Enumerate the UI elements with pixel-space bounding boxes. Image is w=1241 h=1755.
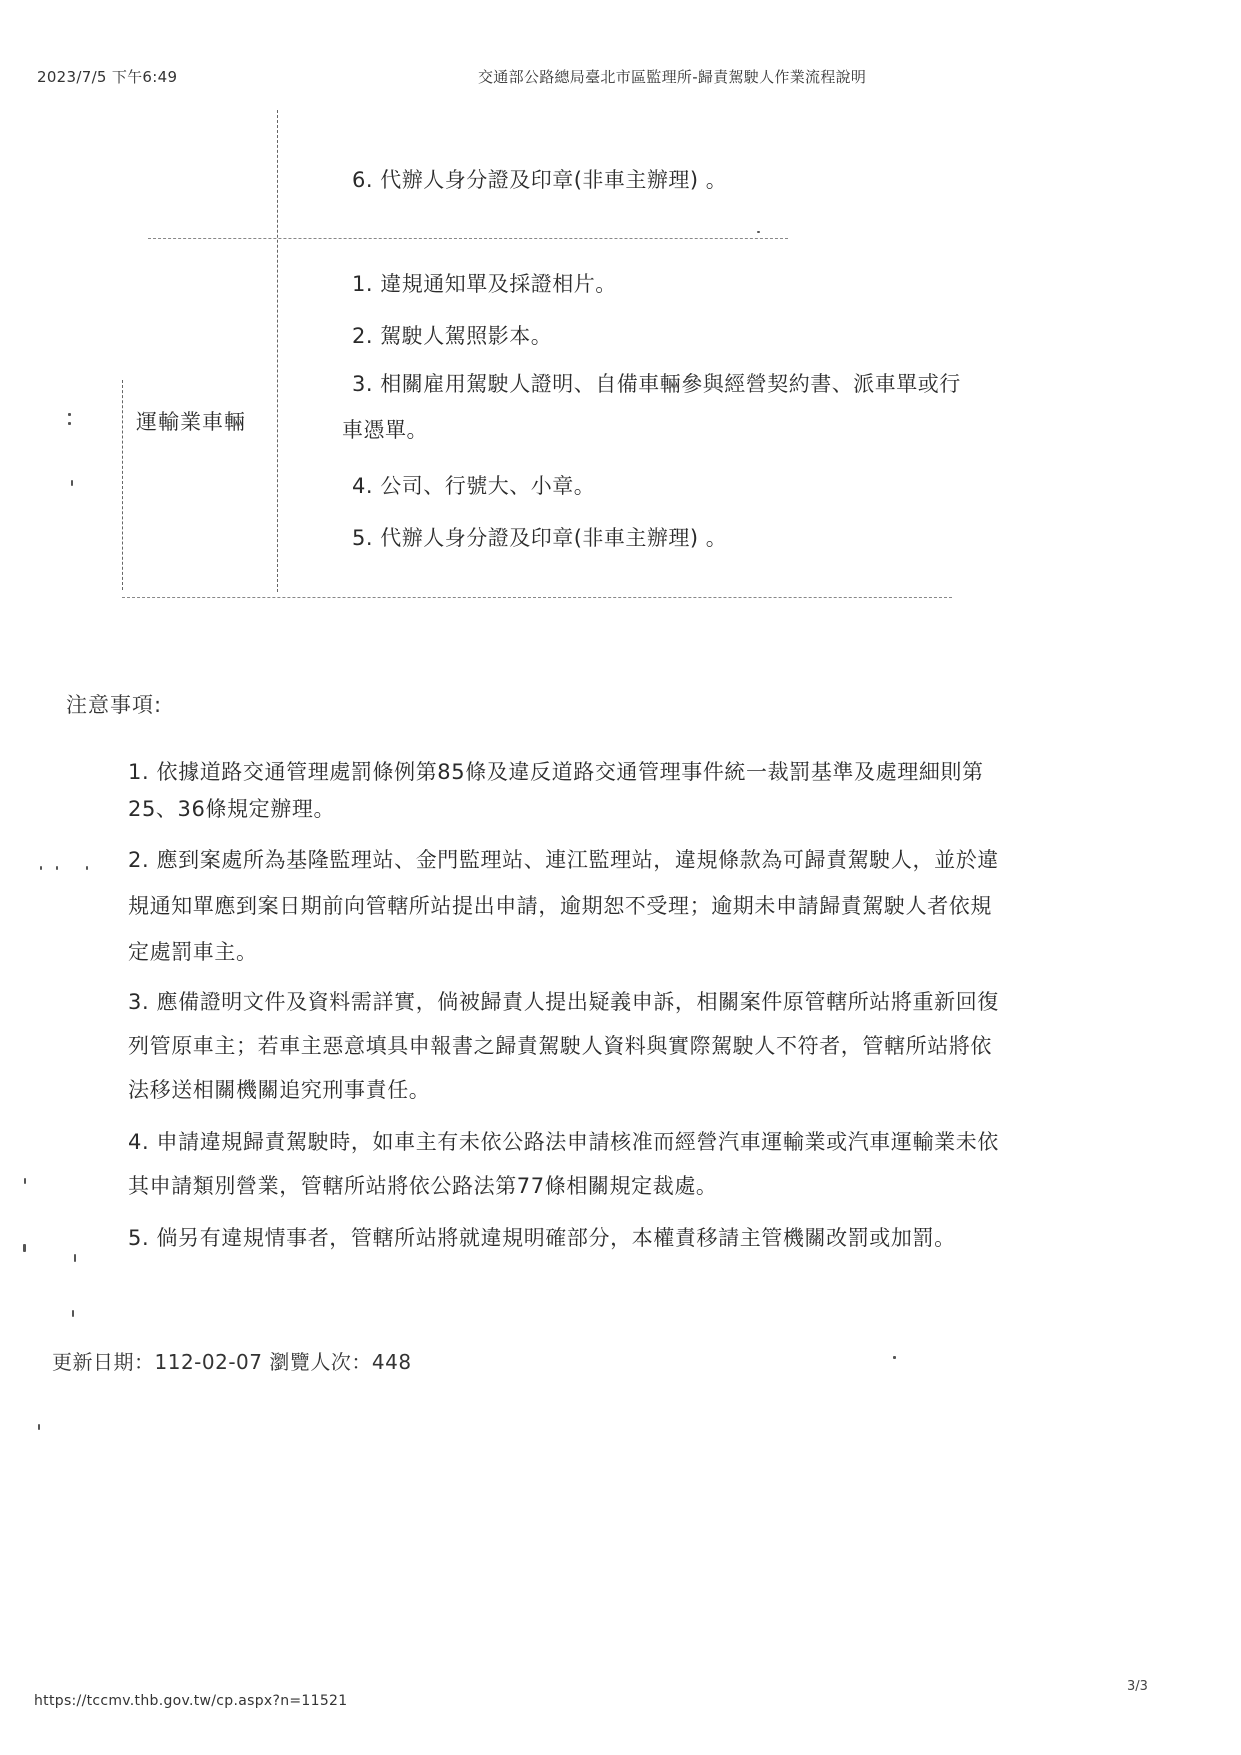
note-line: 3. 應備證明文件及資料需詳實，倘被歸責人提出疑義申訴，相關案件原管轄所站將重新回復 [128, 990, 999, 1014]
list-item: 1. 違規通知單及採證相片。 [352, 272, 617, 296]
print-url: https://tccmv.thb.gov.tw/cp.aspx?n=11521 [34, 1693, 348, 1709]
note-line: 定處罰車主。 [128, 940, 258, 964]
list-item: 3. 相關雇用駕駛人證明、自備車輛參與經營契約書、派車單或行 [352, 372, 961, 396]
note-line: 25、36條規定辦理。 [128, 797, 336, 821]
update-label: 更新日期： [52, 1350, 155, 1374]
list-item: 2. 駕駛人駕照影本。 [352, 324, 553, 348]
views-label: 瀏覽人次： [269, 1350, 372, 1374]
list-item-continuation: 車憑單。 [342, 418, 428, 442]
note-line: 5. 倘另有違規情事者，管轄所站將就違規明確部分，本權責移請主管機關改罰或加罰。 [128, 1226, 956, 1250]
table-row-separator [148, 238, 788, 239]
views-count: 448 [371, 1350, 412, 1374]
list-item: 4. 公司、行號大、小章。 [352, 474, 596, 498]
category-transport-vehicle: 運輸業車輛 [136, 410, 246, 434]
note-line: 4. 申請違規歸責駕駛時，如車主有未依公路法申請核准而經營汽車運輸業或汽車運輸業未依 [128, 1130, 999, 1154]
scan-speck [40, 866, 42, 870]
table-divider-vertical [277, 110, 278, 592]
table-bottom-border [122, 597, 952, 598]
scan-speck [74, 1254, 76, 1262]
scan-speck [56, 866, 58, 870]
list-item: 5. 代辦人身分證及印章(非車主辦理) 。 [352, 526, 728, 550]
update-date: 112-02-07 [154, 1350, 263, 1374]
print-page-title: 交通部公路總局臺北市區監理所-歸責駕駛人作業流程說明 [478, 68, 867, 86]
scan-speck [893, 1356, 896, 1359]
note-line: 1. 依據道路交通管理處罰條例第85條及違反道路交通管理事件統一裁罰基準及處理細則第 [128, 760, 984, 784]
update-info [52, 1346, 412, 1375]
notes-heading: 注意事項: [66, 693, 163, 717]
scan-speck [38, 1424, 40, 1430]
scan-speck [86, 866, 88, 870]
note-line: 2. 應到案處所為基隆監理站、金門監理站、連江監理站，違規條款為可歸責駕駛人，並於違 [128, 848, 999, 872]
scan-speck [757, 231, 760, 233]
print-datetime: 2023/7/5 下午6:49 [37, 68, 178, 86]
note-line: 法移送相關機關追究刑事責任。 [128, 1078, 431, 1102]
note-line: 其申請類別營業，管轄所站將依公路法第77條相關規定裁處。 [128, 1174, 718, 1198]
scan-speck [72, 1310, 74, 1317]
prev-list-item: 6. 代辦人身分證及印章(非車主辦理) 。 [352, 168, 728, 192]
scan-speck [68, 413, 71, 416]
scan-speck [24, 1178, 26, 1184]
scan-speck [23, 1244, 26, 1252]
scan-speck [68, 422, 71, 425]
table-left-border [122, 380, 123, 590]
note-line: 列管原車主；若車主惡意填具申報書之歸責駕駛人資料與實際駕駛人不符者，管轄所站將依 [128, 1034, 992, 1058]
note-line: 規通知單應到案日期前向管轄所站提出申請，逾期恕不受理；逾期未申請歸責駕駛人者依規 [128, 894, 992, 918]
print-page-number: 3/3 [1127, 1679, 1148, 1694]
scan-speck [71, 480, 73, 486]
